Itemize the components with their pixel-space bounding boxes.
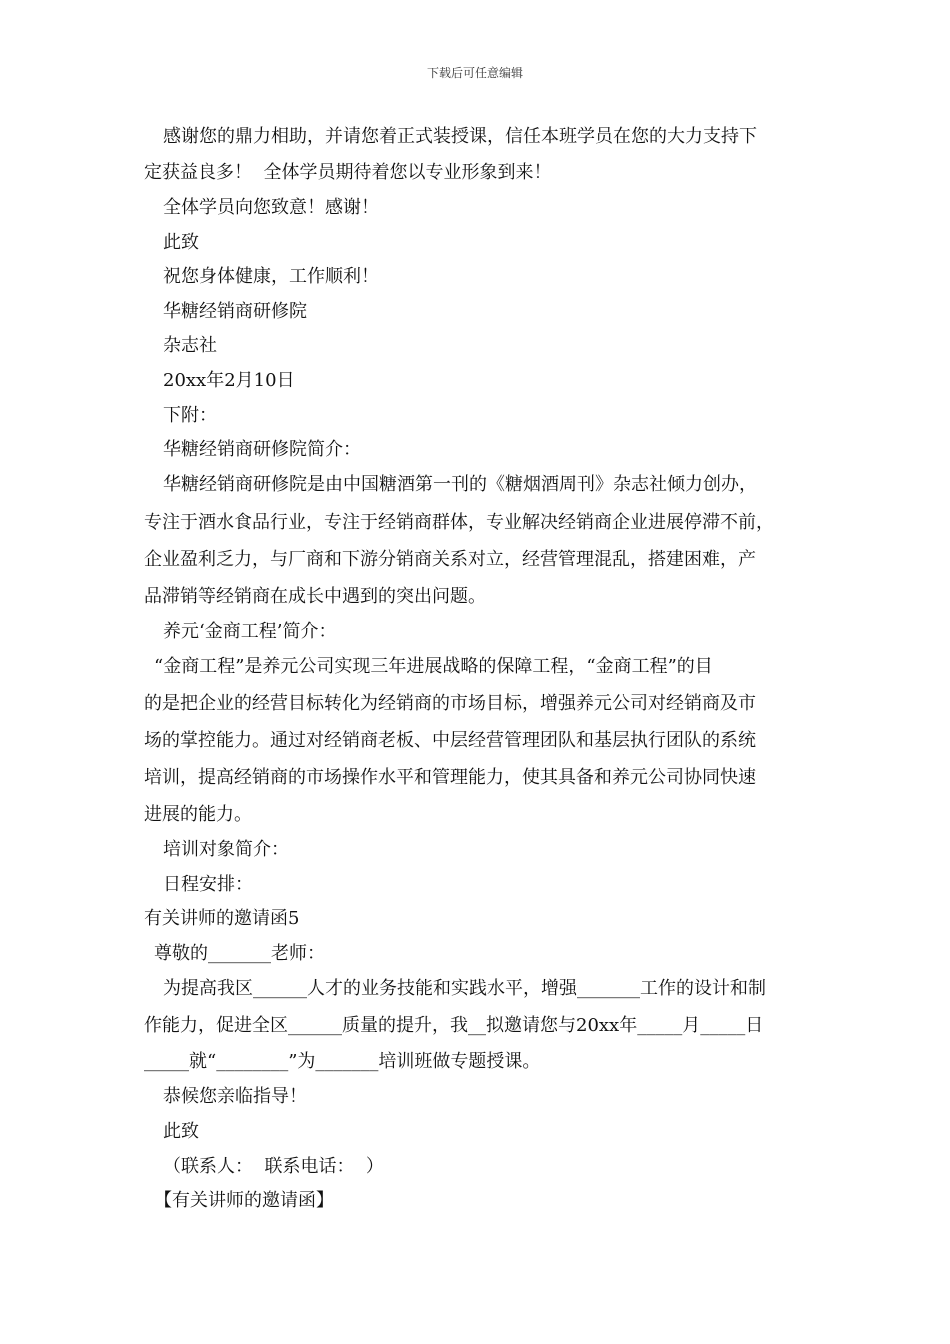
paragraph-line: 日程安排： [163, 874, 253, 895]
paragraph-line: 华糖经销商研修院简介： [163, 439, 361, 460]
page-header: 下载后可任意编辑 [426, 66, 523, 80]
paragraph-line: 作能力，促进全区______质量的提升，我__拟邀请您与20xx年_____月_____日 [144, 1015, 764, 1036]
paragraph-line: 华糖经销商研修院是由中国糖酒第一刊的《糖烟酒周刊》杂志社倾力创办， [163, 474, 757, 495]
paragraph-line: 全体学员向您致意！感谢！ [163, 197, 379, 218]
paragraph-line: 培训对象简介： [163, 839, 289, 860]
paragraph-line: （联系人： 联系电话： ） [163, 1156, 384, 1177]
paragraph-line: 培训，提高经销商的市场操作水平和管理能力，使其具备和养元公司协同快速 [144, 767, 756, 788]
paragraph-line: _____就“________”为_______培训班做专题授课。 [144, 1051, 541, 1072]
paragraph-line: 品滞销等经销商在成长中遇到的突出问题。 [144, 586, 486, 607]
paragraph-line: 场的掌控能力。通过对经销商老板、中层经营管理团队和基层执行团队的系统 [144, 730, 756, 751]
paragraph-line: 专注于酒水食品行业，专注于经销商群体，专业解决经销商企业进展停滞不前， [144, 512, 774, 533]
section-title: 【有关讲师的邀请函】 [154, 1190, 334, 1211]
paragraph-line: 此致 [163, 232, 199, 253]
paragraph-line: 为提高我区______人才的业务技能和实践水平，增强_______工作的设计和制 [163, 978, 766, 999]
paragraph-line: 恭候您亲临指导！ [163, 1086, 307, 1107]
paragraph-line: 20xx年2月10日 [163, 370, 295, 391]
paragraph-line: 企业盈利乏力，与厂商和下游分销商关系对立，经营管理混乱，搭建困难，产 [144, 549, 756, 570]
paragraph-line: 的是把企业的经营目标转化为经销商的市场目标，增强养元公司对经销商及市 [144, 693, 756, 714]
paragraph-line: 尊敬的_______老师： [154, 943, 325, 964]
paragraph-line: 定获益良多！ 全体学员期待着您以专业形象到来！ [144, 162, 552, 183]
paragraph-line: 此致 [163, 1121, 199, 1142]
paragraph-line: 下附： [163, 405, 217, 426]
paragraph-line: 祝您身体健康，工作顺利！ [163, 266, 379, 287]
paragraph-line: “金商工程”是养元公司实现三年进展战略的保障工程，“金商工程”的目 [154, 656, 713, 677]
section-title: 有关讲师的邀请函5 [144, 908, 300, 929]
paragraph-line: 华糖经销商研修院 [163, 301, 307, 322]
paragraph-line: 感谢您的鼎力相助，并请您着正式装授课，信任本班学员在您的大力支持下 [163, 126, 757, 147]
paragraph-line: 杂志社 [163, 335, 217, 356]
paragraph-line: 养元‘金商工程’简介： [163, 621, 337, 642]
paragraph-line: 进展的能力。 [144, 804, 252, 825]
